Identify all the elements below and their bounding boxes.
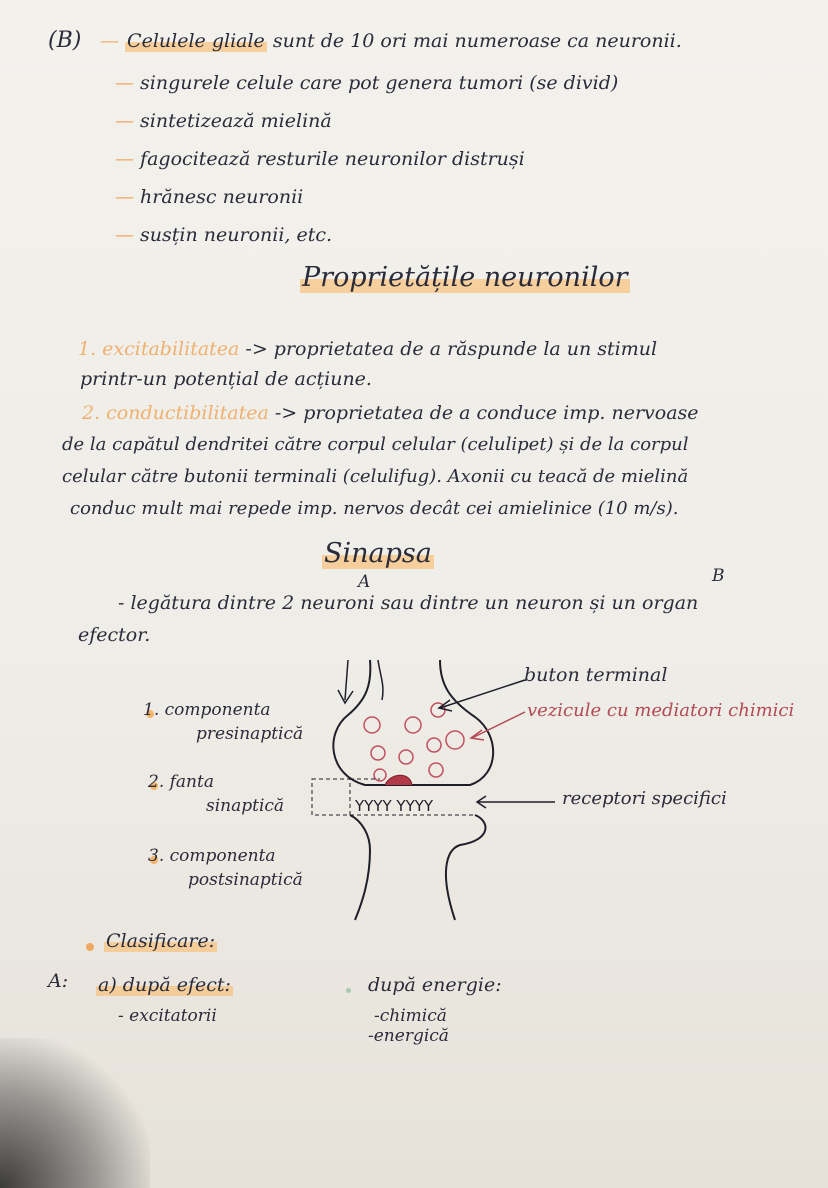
glia-bullet: — singurele celule care pot genera tumori (se divid)	[115, 72, 618, 94]
postsynaptic-membrane	[446, 815, 486, 920]
property-excitability	[78, 338, 657, 360]
buton-pointer	[440, 680, 525, 708]
label-vezicule: vezicule cu mediatori chimici	[527, 700, 795, 721]
property-1-text-cont: printr-un potențial de acțiune.	[80, 368, 372, 390]
diagram-pointers	[420, 670, 530, 760]
property-2-text: -> proprietatea de a conduce imp. nervoase	[274, 402, 699, 424]
glia-bullet: — susțin neuronii, etc.	[115, 224, 332, 246]
classification-side-mark: A:	[48, 970, 69, 992]
receptors: YYYY YYYY	[355, 797, 434, 815]
glia-bullet: — sintetizează mielină	[115, 110, 332, 132]
cleft-outline	[312, 779, 350, 815]
postsynaptic-membrane	[350, 815, 370, 920]
mark-a: A	[358, 572, 371, 592]
bullet-dot	[86, 943, 94, 951]
classification-energy-item: -energică	[368, 1026, 449, 1046]
glia-term: Celulele gliale	[127, 30, 265, 52]
component-3-cont: postsinaptică	[188, 870, 303, 890]
synapse-definition-cont: efector.	[78, 624, 151, 646]
glia-first-line-rest: sunt de 10 ori mai numeroase ca neuronii.	[272, 30, 682, 52]
classification-effect-item: - excitatorii	[118, 1006, 217, 1026]
corner-shadow	[0, 1038, 150, 1188]
component-1: 1. componenta	[143, 700, 271, 720]
glia-first-line: — Celulele gliale sunt de 10 ori mai numeroase ca neuronii.	[100, 30, 682, 52]
vezicule-pointer	[472, 712, 525, 738]
property-2-text-cont: de la capătul dendritei către corpul celular (celulipet) și de la corpul	[62, 434, 689, 455]
glia-bullet: — fagocitează resturile neuronilor distruși	[115, 148, 525, 170]
released-vesicle	[385, 775, 412, 785]
component-2: 2. fanta	[148, 772, 214, 792]
property-1-label: 1. excitabilitatea	[78, 338, 240, 360]
property-1-text: -> proprietatea de a răspunde la un stimul	[245, 338, 658, 360]
property-2-text-cont: celular către butonii terminali (celulifug). Axonii cu teacă de mielină	[62, 466, 689, 487]
classification-energy-item: -chimică	[374, 1006, 447, 1026]
synapse-title: Sinapsa	[324, 538, 432, 569]
component-2-cont: sinaptică	[206, 796, 285, 816]
mark-b: B	[712, 566, 725, 586]
bullet-dot	[346, 988, 351, 993]
classification-title: Clasificare:	[106, 930, 216, 952]
property-conductibility	[82, 402, 699, 424]
classification-by-effect: a) după efect:	[98, 974, 231, 996]
label-receptori: receptori specifici	[562, 788, 727, 809]
section-marker: (B)	[48, 28, 82, 53]
properties-title: Proprietățile neuronilor	[302, 262, 628, 293]
label-buton-terminal: buton terminal	[524, 664, 668, 686]
component-1-cont: presinaptică	[196, 724, 304, 744]
property-2-label: 2. conductibilitatea	[82, 402, 269, 424]
classification-by-energy: după energie:	[368, 974, 502, 996]
glia-bullet: — hrănesc neuronii	[115, 186, 303, 208]
synapse-definition: - legătura dintre 2 neuroni sau dintre un neuron și un organ	[118, 592, 699, 614]
component-3: 3. componenta	[148, 846, 276, 866]
axon-line	[378, 660, 383, 700]
property-2-text-cont: conduc mult mai repede imp. nervos decât cei amielinice (10 m/s).	[70, 498, 679, 519]
impulse-arrow	[338, 660, 353, 703]
